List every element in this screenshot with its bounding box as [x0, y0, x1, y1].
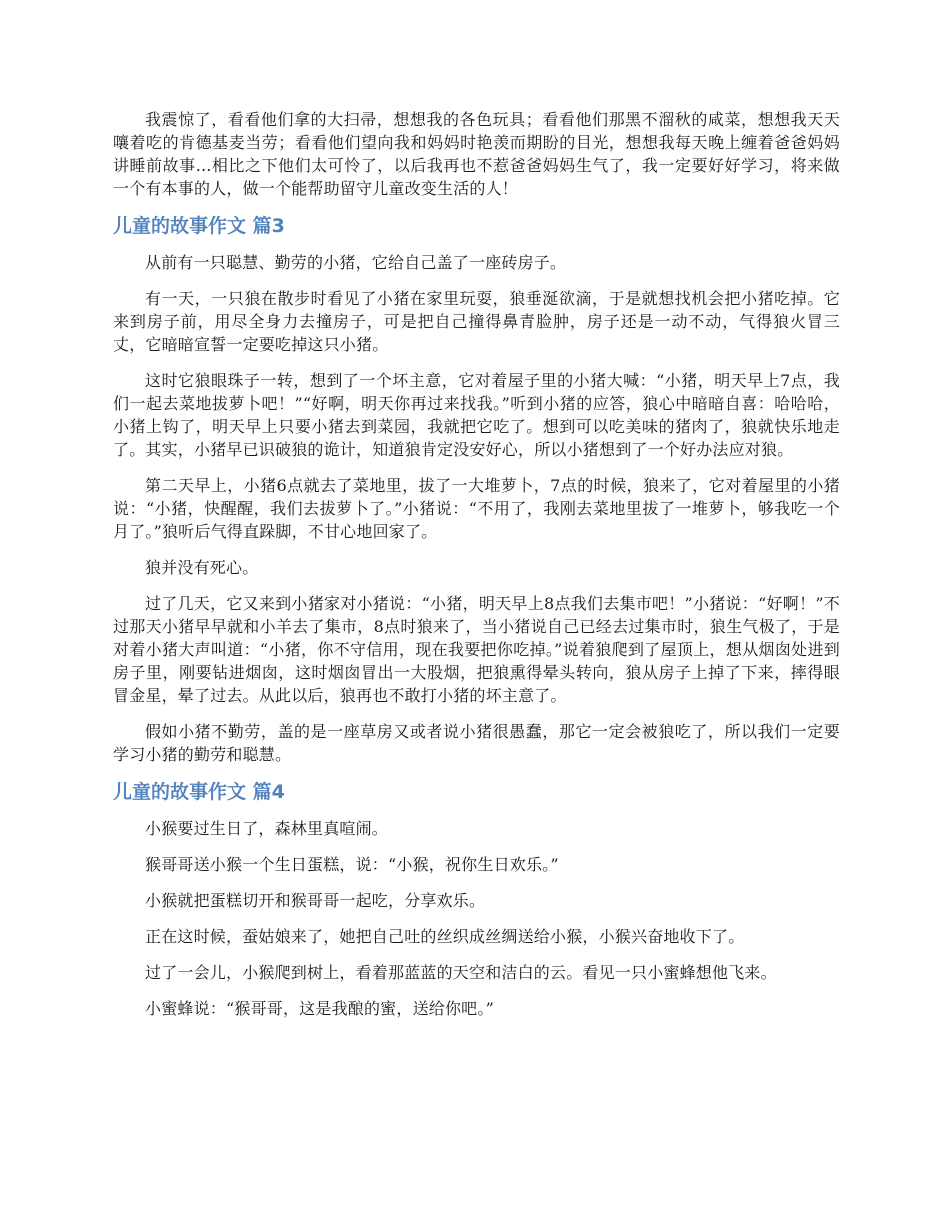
paragraph: 小蜜蜂说：“猴哥哥，这是我酿的蜜，送给你吧。” [145, 999, 494, 1018]
paragraph: 有一天，一只狼在散步时看见了小猪在家里玩耍，狼垂涎欲滴，于是就想找机会把小猪吃掉。它来到房子前，用尽全身力去撞房子，可是把自己撞得鼻青脸肿，房子还是一动不动，气得狼火冒三丈，它暗暗宣誓一定要吃掉这只小猪。 [113, 289, 840, 354]
paragraph: 从前有一只聪慧、勤劳的小猪，它给自己盖了一座砖房子。 [145, 253, 567, 272]
section-heading: 儿童的故事作文 篇3 [113, 215, 285, 237]
paragraph: 狼并没有死心。 [145, 558, 259, 577]
document-page [113, 108, 840, 1033]
paragraph: 正在这时候，蚕姑娘来了，她把自己吐的丝织成丝绸送给小猴，小猴兴奋地收下了。 [145, 927, 745, 946]
paragraph: 第二天早上，小猪6点就去了菜地里，拔了一大堆萝卜，7点的时候，狼来了，它对着屋里的小猪说：“小猪，快醒醒，我们去拔萝卜了。”小猪说：“不用了，我刚去菜地里拔了一堆萝卜，够我吃一个月了。”狼听后气得直跺脚，不甘心地回家了。 [113, 476, 840, 541]
paragraph: 猴哥哥送小猴一个生日蛋糕，说：“小猴，祝你生日欢乐。” [145, 855, 559, 874]
paragraph: 过了一会儿，小猴爬到树上，看着那蓝蓝的天空和洁白的云。看见一只小蜜蜂想他飞来。 [145, 963, 777, 982]
paragraph: 我震惊了，看看他们拿的大扫帚，想想我的各色玩具；看看他们那黑不溜秋的咸菜，想想我天天嚷着吃的肯德基麦当劳；看看他们望向我和妈妈时艳羡而期盼的目光，想想我每天晚上缠着爸爸妈妈讲睡前故事...相比之下他们太可怜了，以后我再也不惹爸爸妈妈生气了，我一定要好好学习，将来做一个有本事的人，做一个能帮助留守儿童改变生活的人！ [113, 110, 840, 198]
section-heading: 儿童的故事作文 篇4 [113, 781, 285, 803]
paragraph: 过了几天，它又来到小猪家对小猪说：“小猪，明天早上8点我们去集市吧！”小猪说：“好啊！”不过那天小猪早早就和小羊去了集市，8点时狼来了，当小猪说自己已经去过集市时，狼生气极了，于是对着小猪大声叫道：“小猪，你不守信用，现在我要把你吃掉。”说着狼爬到了屋顶上，想从烟囱处进到房子里，刚要钻进烟囱，这时烟囱冒出一大股烟，把狼熏得晕头转向，狼从房子上掉了下来，摔得眼冒金星，晕了过去。从此以后，狼再也不敢打小猪的坏主意了。 [113, 594, 840, 705]
paragraph: 小猴就把蛋糕切开和猴哥哥一起吃，分享欢乐。 [145, 891, 486, 910]
paragraph: 这时它狼眼珠子一转，想到了一个坏主意，它对着屋子里的小猪大喊：“小猪，明天早上7点，我们一起去菜地拔萝卜吧！”“好啊，明天你再过来找我。”听到小猪的应答，狼心中暗暗自喜：哈哈哈，小猪上钩了，明天早上只要小猪去到菜园，我就把它吃了。想到可以吃美味的猪肉了，狼就快乐地走了。其实，小猪早已识破狼的诡计，知道狼肯定没安好心，所以小猪想到了一个好办法应对狼。 [113, 371, 840, 459]
paragraph: 小猴要过生日了，森林里真喧闹。 [145, 819, 389, 838]
paragraph: 假如小猪不勤劳，盖的是一座草房又或者说小猪很愚蠢，那它一定会被狼吃了，所以我们一定要学习小猪的勤劳和聪慧。 [113, 722, 840, 764]
